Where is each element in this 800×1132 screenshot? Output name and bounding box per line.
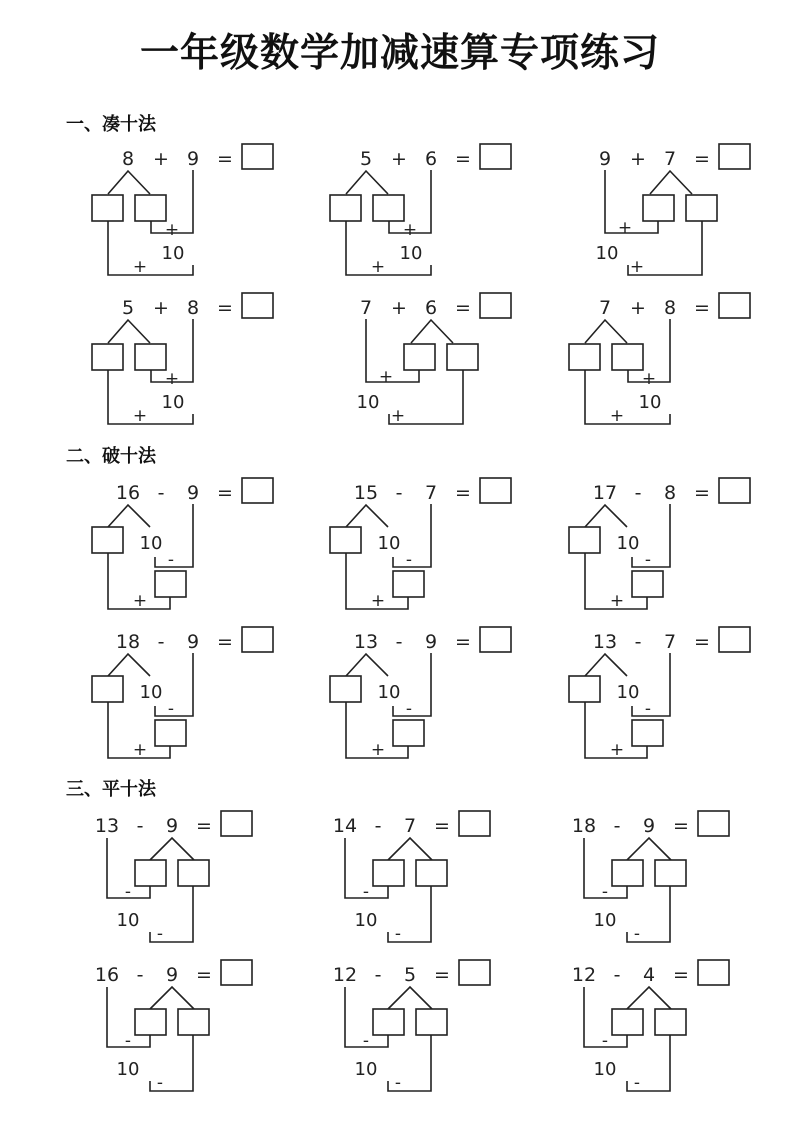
- ten-label: 10: [593, 1059, 617, 1080]
- answer-box[interactable]: [698, 960, 729, 985]
- difference-box: [155, 720, 186, 746]
- plus-sign-combine: +: [629, 257, 645, 277]
- section-heading-break-ten: 二、破十法: [66, 446, 156, 467]
- minus-sign-combine: -: [633, 924, 641, 944]
- plus-sign-combine: +: [132, 406, 148, 426]
- split-box-ones: [569, 676, 600, 702]
- operand-a: 7: [359, 297, 373, 319]
- difference-box: [632, 720, 663, 746]
- page-title: 一年级数学加减速算专项练习: [139, 31, 660, 76]
- answer-box[interactable]: [698, 811, 729, 836]
- split-box-right: [655, 860, 686, 886]
- ten-label: 10: [354, 1059, 378, 1080]
- operand-b: 8: [663, 297, 677, 319]
- answer-box[interactable]: [221, 960, 252, 985]
- operand-b: 6: [424, 148, 438, 170]
- operand-a: 9: [598, 148, 612, 170]
- operand-b: 9: [165, 815, 179, 837]
- section-heading-make-ten: 一、凑十法: [66, 114, 156, 135]
- answer-box[interactable]: [719, 627, 750, 652]
- equals-sign: =: [694, 631, 710, 653]
- operand-b: 7: [663, 631, 677, 653]
- split-branch: [108, 505, 150, 527]
- minus-sign-combine: -: [394, 924, 402, 944]
- operand-a: 13: [592, 631, 618, 653]
- operand-a: 8: [121, 148, 135, 170]
- operand-a: 18: [115, 631, 141, 653]
- minus-sign: -: [601, 1031, 609, 1051]
- operator: -: [374, 815, 382, 837]
- difference-box: [155, 571, 186, 597]
- minus-sign: -: [362, 882, 370, 902]
- minus-sign-combine: -: [633, 1073, 641, 1093]
- plus-sign-combine: +: [132, 740, 148, 760]
- plus-sign-combine: +: [609, 740, 625, 760]
- difference-box: [393, 571, 424, 597]
- ten-label: 10: [356, 392, 380, 413]
- equals-sign: =: [455, 297, 471, 319]
- equals-sign: =: [673, 964, 689, 986]
- minus-sign-combine: -: [156, 1073, 164, 1093]
- operator: -: [634, 482, 642, 504]
- plus-sign: +: [164, 369, 180, 389]
- operator: +: [153, 148, 169, 170]
- operator: +: [630, 297, 646, 319]
- split-box-left: [135, 1009, 166, 1035]
- split-branch: [388, 838, 432, 860]
- split-branch: [108, 320, 150, 343]
- section-heading-flat-ten: 三、平十法: [66, 779, 156, 800]
- operand-b: 5: [403, 964, 417, 986]
- operator: +: [153, 297, 169, 319]
- split-branch: [346, 171, 388, 194]
- split-branch: [150, 987, 194, 1009]
- ten-label: 10: [116, 1059, 140, 1080]
- plus-sign-combine: +: [370, 257, 386, 277]
- split-box-right: [178, 1009, 209, 1035]
- split-box-right: [416, 860, 447, 886]
- operator: -: [157, 631, 165, 653]
- split-box-right: [655, 1009, 686, 1035]
- split-branch: [346, 654, 388, 676]
- ten-label: 10: [616, 682, 640, 703]
- split-box-right: [686, 195, 717, 221]
- operand-a: 16: [115, 482, 141, 504]
- ten-label: 10: [593, 910, 617, 931]
- operand-a: 5: [359, 148, 373, 170]
- ten-label: 10: [616, 533, 640, 554]
- operand-a: 18: [571, 815, 597, 837]
- answer-box[interactable]: [242, 144, 273, 169]
- answer-box[interactable]: [242, 293, 273, 318]
- answer-box[interactable]: [719, 144, 750, 169]
- operand-b: 4: [642, 964, 656, 986]
- operator: +: [391, 148, 407, 170]
- ten-label: 10: [595, 243, 619, 264]
- equals-sign: =: [434, 815, 450, 837]
- ten-label: 10: [377, 682, 401, 703]
- plus-sign: +: [641, 369, 657, 389]
- plus-sign: +: [378, 367, 394, 387]
- minus-sign: -: [405, 699, 413, 719]
- equals-sign: =: [217, 482, 233, 504]
- operator: +: [391, 297, 407, 319]
- answer-box[interactable]: [242, 478, 273, 503]
- operator: -: [136, 964, 144, 986]
- split-branch: [585, 654, 627, 676]
- ten-label: 10: [399, 243, 423, 264]
- ten-label: 10: [116, 910, 140, 931]
- operand-b: 7: [403, 815, 417, 837]
- operand-a: 5: [121, 297, 135, 319]
- operand-a: 13: [353, 631, 379, 653]
- operand-a: 15: [353, 482, 379, 504]
- split-box-left: [373, 1009, 404, 1035]
- answer-box[interactable]: [459, 960, 490, 985]
- operand-b: 9: [642, 815, 656, 837]
- answer-box[interactable]: [480, 627, 511, 652]
- split-box-left: [404, 344, 435, 370]
- equals-sign: =: [694, 148, 710, 170]
- operator: +: [630, 148, 646, 170]
- operand-b: 6: [424, 297, 438, 319]
- split-box-right: [135, 344, 166, 370]
- split-branch: [411, 320, 453, 343]
- ten-label: 10: [377, 533, 401, 554]
- operand-a: 14: [332, 815, 358, 837]
- answer-box[interactable]: [480, 478, 511, 503]
- split-box-left: [92, 344, 123, 370]
- plus-sign-combine: +: [370, 740, 386, 760]
- answer-box[interactable]: [242, 627, 273, 652]
- equals-sign: =: [673, 815, 689, 837]
- ten-label: 10: [354, 910, 378, 931]
- split-branch: [627, 987, 671, 1009]
- minus-sign: -: [167, 699, 175, 719]
- operand-b: 7: [663, 148, 677, 170]
- equals-sign: =: [217, 631, 233, 653]
- operand-a: 16: [94, 964, 120, 986]
- split-box-left: [612, 860, 643, 886]
- operator: -: [634, 631, 642, 653]
- split-box-right: [178, 860, 209, 886]
- answer-box[interactable]: [221, 811, 252, 836]
- operand-a: 17: [592, 482, 618, 504]
- split-box-ones: [330, 527, 361, 553]
- operator: -: [395, 631, 403, 653]
- operand-a: 12: [332, 964, 358, 986]
- equals-sign: =: [196, 815, 212, 837]
- equals-sign: =: [694, 482, 710, 504]
- answer-box[interactable]: [719, 478, 750, 503]
- equals-sign: =: [455, 482, 471, 504]
- equals-sign: =: [694, 297, 710, 319]
- minus-sign-combine: -: [394, 1073, 402, 1093]
- split-box-right: [135, 195, 166, 221]
- equals-sign: =: [217, 297, 233, 319]
- split-branch: [627, 838, 671, 860]
- plus-sign-combine: +: [132, 591, 148, 611]
- operand-a: 12: [571, 964, 597, 986]
- operator: -: [613, 815, 621, 837]
- split-box-right: [447, 344, 478, 370]
- split-box-right: [416, 1009, 447, 1035]
- plus-sign-combine: +: [609, 406, 625, 426]
- minus-sign: -: [167, 550, 175, 570]
- operand-b: 8: [186, 297, 200, 319]
- split-box-right: [373, 195, 404, 221]
- split-box-right: [612, 344, 643, 370]
- difference-box: [632, 571, 663, 597]
- ten-label: 10: [139, 533, 163, 554]
- split-box-left: [92, 195, 123, 221]
- split-box-left: [373, 860, 404, 886]
- plus-sign-combine: +: [609, 591, 625, 611]
- plus-sign: +: [617, 218, 633, 238]
- operand-b: 9: [165, 964, 179, 986]
- operand-b: 8: [663, 482, 677, 504]
- split-box-ones: [92, 527, 123, 553]
- operator: -: [613, 964, 621, 986]
- answer-box[interactable]: [459, 811, 490, 836]
- ten-label: 10: [638, 392, 662, 413]
- split-branch: [388, 987, 432, 1009]
- answer-box[interactable]: [480, 293, 511, 318]
- minus-sign: -: [405, 550, 413, 570]
- operator: -: [136, 815, 144, 837]
- plus-sign: +: [402, 220, 418, 240]
- split-branch: [650, 171, 692, 194]
- operand-a: 13: [94, 815, 120, 837]
- answer-box[interactable]: [480, 144, 511, 169]
- split-box-left: [569, 344, 600, 370]
- split-box-left: [330, 195, 361, 221]
- equals-sign: =: [455, 631, 471, 653]
- ten-label: 10: [161, 243, 185, 264]
- operand-b: 7: [424, 482, 438, 504]
- difference-box: [393, 720, 424, 746]
- minus-sign: -: [362, 1031, 370, 1051]
- plus-sign-combine: +: [390, 406, 406, 426]
- ten-label: 10: [139, 682, 163, 703]
- split-box-left: [135, 860, 166, 886]
- split-box-left: [612, 1009, 643, 1035]
- operand-b: 9: [424, 631, 438, 653]
- split-branch: [108, 654, 150, 676]
- minus-sign: -: [601, 882, 609, 902]
- equals-sign: =: [434, 964, 450, 986]
- answer-box[interactable]: [719, 293, 750, 318]
- split-box-ones: [569, 527, 600, 553]
- minus-sign: -: [124, 882, 132, 902]
- equals-sign: =: [217, 148, 233, 170]
- plus-sign-combine: +: [370, 591, 386, 611]
- operand-a: 7: [598, 297, 612, 319]
- split-box-ones: [330, 676, 361, 702]
- minus-sign-combine: -: [156, 924, 164, 944]
- ten-label: 10: [161, 392, 185, 413]
- split-branch: [585, 320, 627, 343]
- split-branch: [346, 505, 388, 527]
- equals-sign: =: [196, 964, 212, 986]
- minus-sign: -: [124, 1031, 132, 1051]
- operand-b: 9: [186, 148, 200, 170]
- plus-sign-combine: +: [132, 257, 148, 277]
- split-branch: [585, 505, 627, 527]
- split-box-left: [643, 195, 674, 221]
- equals-sign: =: [455, 148, 471, 170]
- operator: -: [157, 482, 165, 504]
- minus-sign: -: [644, 699, 652, 719]
- split-box-ones: [92, 676, 123, 702]
- plus-sign: +: [164, 220, 180, 240]
- operator: -: [395, 482, 403, 504]
- operator: -: [374, 964, 382, 986]
- split-branch: [108, 171, 150, 194]
- split-branch: [150, 838, 194, 860]
- operand-b: 9: [186, 482, 200, 504]
- operand-b: 9: [186, 631, 200, 653]
- minus-sign: -: [644, 550, 652, 570]
